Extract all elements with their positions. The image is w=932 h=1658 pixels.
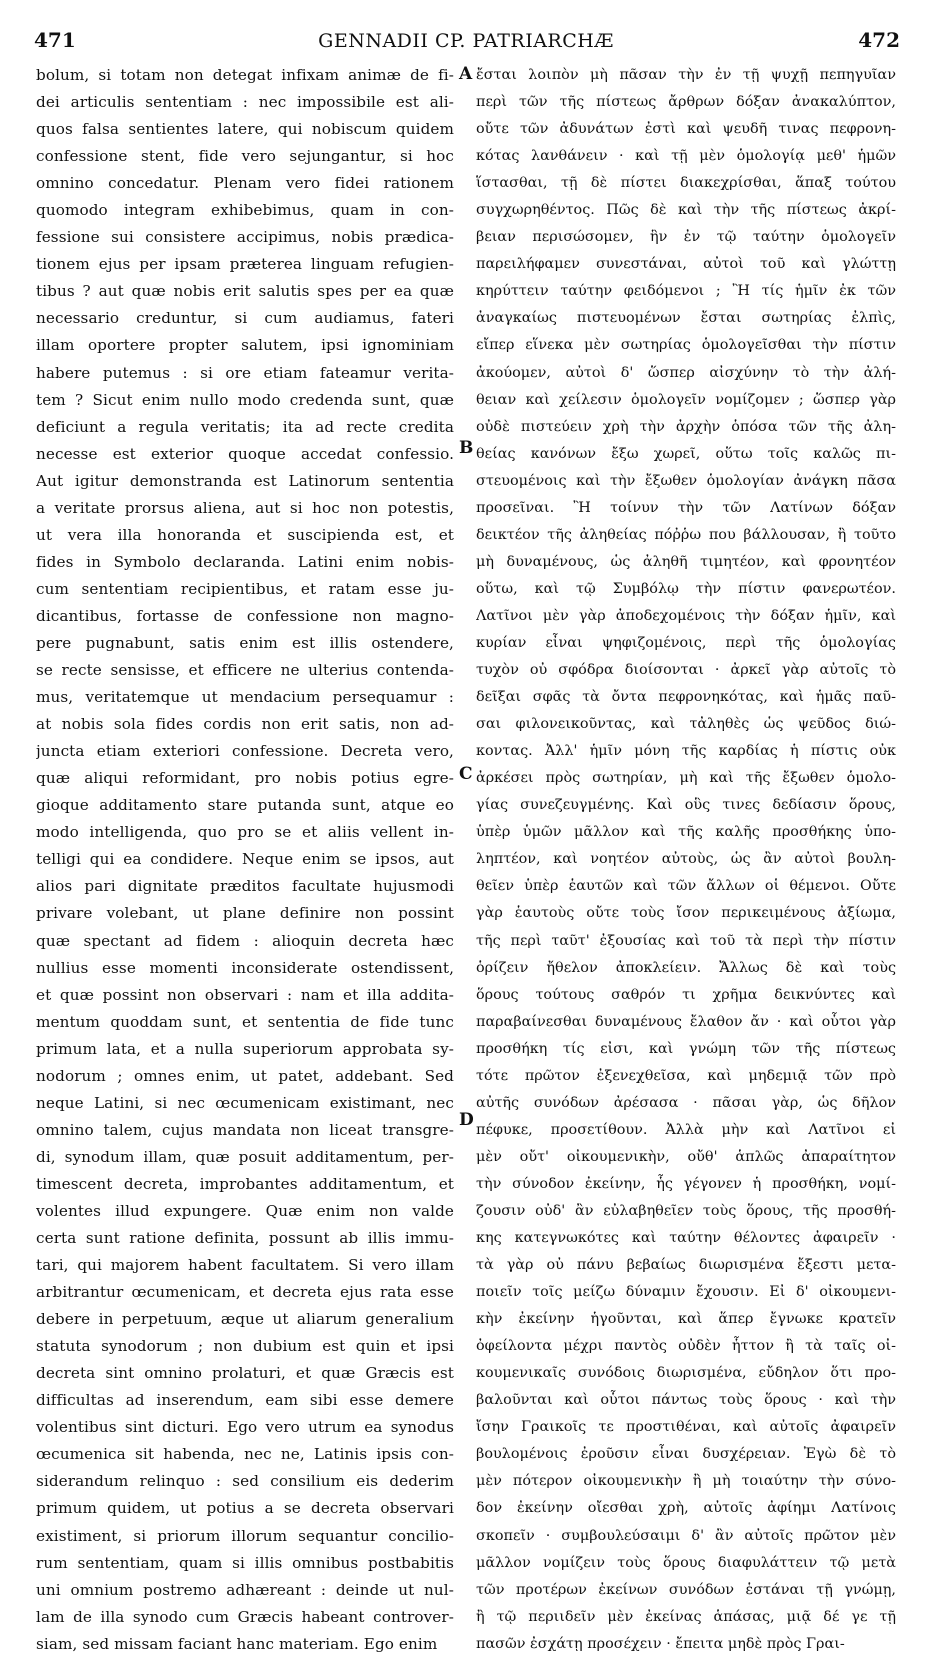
greek-text-line: σαι φιλονεικοῦντας, καὶ τἀληθὲς ὡς ψεῦδος διώ- — [476, 716, 896, 733]
latin-text-line: primum quidem, ut potius a se decreta observari — [36, 1499, 454, 1518]
greek-text-line: κηρύττειν ταύτην φειδόμενοι ; Ἢ τίς ἡμῖν ἐκ τῶν — [476, 283, 896, 300]
greek-text-line: δεικτέον τῆς ἀληθείας πόῤῥω που βάλλουσαν, ἢ τοῦτο — [476, 526, 896, 543]
latin-text-line: timescent decreta, improbantes additamentum, et — [36, 1174, 454, 1193]
latin-text-line: dicantibus, fortasse de confessione non magno- — [36, 606, 454, 625]
latin-text-line: volentes illud expungere. Quæ enim non valde — [36, 1201, 454, 1220]
latin-text-line: at nobis sola fides cordis non erit satis, non ad- — [36, 715, 454, 734]
latin-text-line: tibus ? aut quæ nobis erit salutis spes per ea quæ — [36, 282, 454, 301]
margin-marker-d: D — [459, 1110, 474, 1130]
latin-text-line: œcumenica sit habenda, nec ne, Latinis ipsis con- — [36, 1445, 454, 1464]
latin-text-line: deficiunt a regula veritatis; ita ad recte credita — [36, 417, 454, 436]
margin-marker-a: A — [459, 64, 473, 84]
latin-text-line: omnino talem, cujus mandata non liceat transgre- — [36, 1120, 454, 1139]
greek-text-line: αὐτῆς συνόδων ἀρέσασα · πᾶσαι γὰρ, ὡς δῆλον — [476, 1094, 896, 1111]
latin-text-line: a veritate prorsus aliena, aut si hoc non potestis, — [36, 498, 454, 517]
greek-text-line: γὰρ ἑαυτοὺς οὔτε τοὺς ἴσον περικειμένους ἀξίωμα, — [476, 905, 896, 922]
latin-text-line: ut vera illa honoranda et suscipienda est, et — [36, 525, 454, 544]
greek-text-line: οὐδὲ πιστεύειν χρὴ τὴν ἀρχὴν ὁπόσα τῶν τῆς ἀλη- — [476, 418, 896, 435]
latin-text-line: cum sententiam recipientibus, et ratam esse ju- — [36, 579, 454, 598]
greek-text-line: στευομένοις καὶ τὴν ἔξωθεν ὁμολογίαν ἀνάγκη πᾶσα — [476, 472, 896, 489]
latin-text-line: fides in Symbolo declaranda. Latini enim nobis- — [36, 552, 454, 571]
latin-text-line: modo intelligenda, quo pro se et aliis vellent in- — [36, 823, 454, 842]
greek-text-line: κυρίαν εἶναι ψηφιζομένοις, περὶ τῆς ὁμολογίας — [476, 634, 896, 651]
greek-text-line: οὔτε τῶν ἀδυνάτων ἐστὶ καὶ ψευδῆ τινας πεφρονη- — [476, 121, 896, 138]
latin-text-line: fessione sui consistere accipimus, nobis prædica- — [36, 228, 454, 247]
latin-text-line: nodorum ; omnes enim, ut patet, addebant. Sed — [36, 1066, 454, 1085]
greek-text-line: ἢ τῷ περιιδεῖν μὲν ἐκείνας ἁπάσας, μιᾷ δέ γε τῇ — [476, 1608, 896, 1625]
page-number-left: 471 — [34, 28, 76, 52]
latin-text-line: pere pugnabunt, satis enim est illis ostendere, — [36, 633, 454, 652]
latin-text-line: di, synodum illam, quæ posuit additamentum, per- — [36, 1147, 454, 1166]
latin-text-line: bolum, si totam non detegat infixam animæ de fi- — [36, 66, 454, 84]
latin-text-line: tari, qui majorem habent facultatem. Si vero illam — [36, 1256, 454, 1275]
latin-text-line: arbitrantur œcumenicam, et decreta ejus rata esse — [36, 1283, 454, 1302]
greek-text-line: οὕτω, καὶ τῷ Συμβόλῳ τὴν πίστιν φανερωτέον. — [476, 580, 896, 597]
latin-text-line: quos falsa sentientes latere, qui nobiscum quidem — [36, 120, 454, 139]
greek-column — [476, 62, 896, 1658]
latin-text-line: mentum quoddam sunt, et sententia de fide tunc — [36, 1012, 454, 1031]
greek-text-line: βουλομένοις ἐροῦσιν εἶναι δυσχέρειαν. Ἐγὼ δὲ τὸ — [476, 1446, 896, 1463]
latin-text-line: quæ spectant ad fidem : alioquin decreta hæc — [36, 931, 454, 950]
greek-text-line: ὀφείλοντα μέχρι παντὸς οὐδὲν ἧττον ἢ τὰ ταῖς οἰ- — [476, 1338, 896, 1355]
latin-text-line: et quæ possint non observari : nam et illa addita- — [36, 985, 454, 1004]
latin-text-line: volentibus sint dicturi. Ego vero utrum ea synodus — [36, 1418, 454, 1437]
running-title: GENNADII CP. PATRIARCHÆ — [318, 30, 614, 52]
greek-text-line: ὅρους τούτους σαθρόν τι χρῆμα δεικνύντες καὶ — [476, 986, 896, 1003]
latin-text-line: uni omnium postremo adhæreant : deinde ut nul- — [36, 1580, 454, 1599]
greek-text-line: τὴν σύνοδον ἐκείνην, ἧς γέγονεν ἡ προσθήκη, νομί- — [476, 1175, 896, 1192]
greek-text-line: πέφυκε, προσετίθουν. Ἀλλὰ μὴν καὶ Λατῖνοι εἰ — [476, 1121, 896, 1138]
running-header — [28, 28, 904, 56]
latin-text-line: neque Latini, si nec œcumenicam existimant, nec — [36, 1093, 454, 1112]
latin-text-line: debere in perpetuum, æque ut aliarum generalium — [36, 1310, 454, 1329]
greek-text-line: ἔσται λοιπὸν μὴ πᾶσαν τὴν ἐν τῇ ψυχῇ πεπηγυῖαν — [476, 67, 896, 83]
greek-text-line: τὰ γὰρ οὐ πάνυ βεβαίως διωρισμένα ἔξεστι μετα- — [476, 1257, 896, 1274]
greek-text-line: περὶ τῶν τῆς πίστεως ἄρθρων δόξαν ἀνακαλύπτον, — [476, 94, 896, 111]
latin-text-line: quomodo integram exhibebimus, quam in con- — [36, 201, 454, 220]
greek-text-line: παραβαίνεσθαι δυναμένους ἔλαθον ἄν · καὶ οὗτοι γὰρ — [476, 1013, 896, 1030]
margin-marker-c: C — [459, 764, 473, 784]
greek-text-line: ὁρίζειν ἤθελον ἀποκλείειν. Ἄλλως δὲ καὶ τοὺς — [476, 959, 896, 976]
greek-text-line: Λατῖνοι μὲν γὰρ ἀποδεχομένοις τὴν δόξαν ἡμῖν, καὶ — [476, 607, 896, 624]
greek-text-line: τυχὸν οὐ σφόδρα διοίσονται · ἀρκεῖ γὰρ αὐτοῖς τὸ — [476, 662, 896, 679]
latin-text-line: tem ? Sicut enim nullo modo credenda sunt, quæ — [36, 390, 454, 409]
latin-text-line: alios pari dignitate præditos facultate hujusmodi — [36, 877, 454, 896]
latin-text-line: existiment, si priorum illorum sequantur concilio- — [36, 1526, 454, 1545]
greek-text-line: θεῖεν ὑπὲρ ἑαυτῶν καὶ τῶν ἄλλων οἱ θέμενοι. Οὔτε — [476, 878, 896, 895]
greek-text-line: ἀναγκαίως πιστευομένων ἔσται σωτηρίας ἐλπὶς, — [476, 310, 896, 327]
latin-text-line: decreta sint omnino prolaturi, et quæ Græcis est — [36, 1364, 454, 1383]
margin-marker-b: B — [459, 438, 474, 458]
latin-text-line: telligi qui ea condidere. Neque enim se ipsos, aut — [36, 850, 454, 869]
greek-text-line: ὑπὲρ ὑμῶν μᾶλλον καὶ τῆς καλῆς προσθήκης ὑπο- — [476, 824, 896, 841]
latin-text-line: Aut igitur demonstranda est Latinorum sententia — [36, 471, 454, 490]
latin-text-line: juncta etiam exteriori confessione. Decreta vero, — [36, 742, 454, 761]
greek-text-line: ἀκούομεν, αὐτοὶ δ' ὥσπερ αἰσχύνην τὸ τὴν ἀλή- — [476, 364, 896, 381]
greek-text-line: κότας λανθάνειν · καὶ τῇ μὲν ὁμολογίᾳ μεθ' ἡμῶν — [476, 148, 896, 165]
latin-text-line: siam, sed missam faciant hanc materiam. Ego enim — [36, 1634, 438, 1653]
greek-text-line: μὲν πότερον οἰκουμενικὴν ἢ μὴ τοιαύτην τὴν σύνο- — [476, 1473, 896, 1490]
latin-text-line: nullius esse momenti inconsiderate ostendissent, — [36, 958, 454, 977]
latin-text-line: difficultas ad inserendum, eam sibi esse demere — [36, 1391, 454, 1410]
greek-text-line: κης κατεγνωκότες καὶ ταύτην θέλοντες ἀφαιρεῖν · — [476, 1230, 896, 1247]
latin-text-line: dei articulis sententiam : nec impossibile est ali- — [36, 93, 454, 112]
latin-text-line: certa sunt ratione definita, possunt ab illis immu- — [36, 1229, 454, 1248]
greek-text-line: μὴ δυναμένους, ὡς ἀληθῆ τιμητέον, καὶ φρονητέον — [476, 553, 896, 570]
latin-text-line: mus, veritatemque ut mendacium persequamur : — [36, 688, 454, 707]
greek-text-line: ἴσην Γραικοῖς τε προστιθέναι, καὶ αὐτοῖς ἀφαιρεῖν — [476, 1419, 896, 1436]
latin-text-line: privare volebant, ut plane definire non possint — [36, 904, 454, 923]
greek-text-line: μᾶλλον νομίζειν τοὺς ὅρους διαφυλάττειν τῷ μετὰ — [476, 1554, 896, 1571]
latin-text-line: omnino concedatur. Plenam vero fidei rationem — [36, 174, 454, 193]
latin-text-line: illam oportere propter salutem, ipsi ignominiam — [36, 336, 454, 355]
greek-text-line: εἴπερ εἵνεκα μὲν σωτηρίας ὁμολογεῖσθαι τὴν πίστιν — [476, 337, 896, 354]
latin-text-line: siderandum relinquo : sed consilium eis dederim — [36, 1472, 454, 1491]
latin-text-line: se recte sensisse, et efficere ne ulterius contenda- — [36, 661, 454, 680]
greek-text-line: ζουσιν οὐδ' ἂν εὐλαβηθεῖεν τοὺς ὅρους, τῆς προσθή- — [476, 1202, 896, 1219]
latin-text-line: lam de illa synodo cum Græcis habeant controver- — [36, 1607, 454, 1626]
greek-text-line: θειαν καὶ χείλεσιν ὁμολογεῖν νομίζομεν ; ὥσπερ γὰρ — [476, 391, 896, 408]
greek-text-line: θείας κανόνων ἔξω χωρεῖ, οὕτω τοῖς καλῶς πι- — [476, 445, 896, 462]
greek-text-line: τῶν προτέρων ἐκείνων συνόδων ἑστάναι τῇ γνώμῃ, — [476, 1581, 896, 1598]
latin-text-line: necessario creduntur, si cum audiamus, fateri — [36, 309, 454, 328]
greek-text-line: προσεῖναι. Ἢ τοίνυν τὴν τῶν Λατίνων δόξαν — [476, 499, 896, 516]
page-number-right: 472 — [858, 28, 900, 52]
latin-text-line: gioque additamento stare putanda sunt, atque eo — [36, 796, 454, 815]
latin-text-line: habere putemus : si ore etiam fateamur verita- — [36, 363, 454, 382]
greek-text-line: συγχωρηθέντος. Πῶς δὲ καὶ τὴν τῆς πίστεως ἀκρί- — [476, 202, 896, 219]
greek-text-line: προσθήκη τίς εἰσι, καὶ γνώμη τῶν τῆς πίστεως — [476, 1040, 896, 1057]
greek-text-line: ἵστασθαι, τῇ δὲ πίστει διακεχρίσθαι, ἅπαξ τούτου — [476, 175, 896, 192]
greek-text-line: κὴν ἐκείνην ἡγοῦνται, καὶ ἅπερ ἔγνωκε κρατεῖν — [476, 1311, 896, 1328]
greek-text-line: βειαν περισώσομεν, ἣν ἐν τῷ ταύτην ὁμολογεῖν — [476, 229, 896, 246]
greek-text-line: κοντας. Ἀλλ' ἡμῖν μόνη τῆς καρδίας ἡ πίστις οὐκ — [476, 743, 896, 760]
latin-text-line: primum lata, et a nulla superiorum approbata sy- — [36, 1039, 454, 1058]
greek-text-line: πασῶν ἐσχάτῃ προσέχειν · ἔπειτα μηδὲ πρὸς Γραι- — [476, 1635, 845, 1652]
latin-text-line: necesse est exterior quoque accedat confessio. — [36, 444, 454, 463]
latin-text-line: confessione stent, fide vero sejungantur, si hoc — [36, 147, 454, 166]
latin-column — [36, 62, 454, 1658]
latin-text-line: statuta synodorum ; non dubium est quin et ipsi — [36, 1337, 454, 1356]
greek-text-line: ποιεῖν τοῖς μείζω δύναμιν ἔχουσιν. Εἰ δ' οἰκουμενι- — [476, 1284, 896, 1301]
greek-text-line: μὲν οὔτ' οἰκουμενικὴν, οὔθ' ἁπλῶς ἀπαραίτητον — [476, 1148, 896, 1165]
greek-text-line: σκοπεῖν · συμβουλεύσαιμι δ' ἂν αὐτοῖς πρῶτον μὲν — [476, 1527, 896, 1544]
greek-text-line: δεῖξαι σφᾶς τὰ ὄντα πεφρονηκότας, καὶ ἡμᾶς παῦ- — [476, 689, 896, 706]
greek-text-line: βαλοῦνται καὶ οὗτοι πάντως τοὺς ὅρους · καὶ τὴν — [476, 1392, 896, 1409]
greek-text-line: δον ἐκείνην οἴεσθαι χρὴ, αὐτοῖς ἀφίημι Λατίνοις — [476, 1500, 896, 1517]
greek-text-line: τότε πρῶτον ἐξενεχθεῖσα, καὶ μηδεμιᾷ τῶν πρὸ — [476, 1067, 896, 1084]
greek-text-line: γίας συνεζευγμένης. Καὶ οὓς τινες δεδίασιν ὅρους, — [476, 797, 896, 814]
greek-text-line: ἀρκέσει πρὸς σωτηρίαν, μὴ καὶ τῆς ἔξωθεν ὁμολο- — [476, 770, 896, 787]
latin-text-line: tionem ejus per ipsam præterea linguam refugien- — [36, 255, 454, 274]
greek-text-line: κουμενικαῖς συνόδοις διωρισμένα, εὔδηλον ὅτι προ- — [476, 1365, 896, 1382]
latin-text-line: rum sententiam, quam si illis omnibus postbabitis — [36, 1553, 454, 1572]
latin-text-line: quæ aliqui reformidant, pro nobis potius egre- — [36, 769, 454, 788]
greek-text-line: ληπτέον, καὶ νοητέον αὐτοὺς, ὡς ἂν αὐτοὶ βουλη- — [476, 851, 896, 868]
greek-text-line: τῆς περὶ ταῦτ' ἐξουσίας καὶ τοῦ τὰ περὶ τὴν πίστιν — [476, 932, 896, 949]
greek-text-line: παρειλήφαμεν συνεστάναι, αὐτοὶ τοῦ καὶ γλώττῃ — [476, 256, 896, 273]
